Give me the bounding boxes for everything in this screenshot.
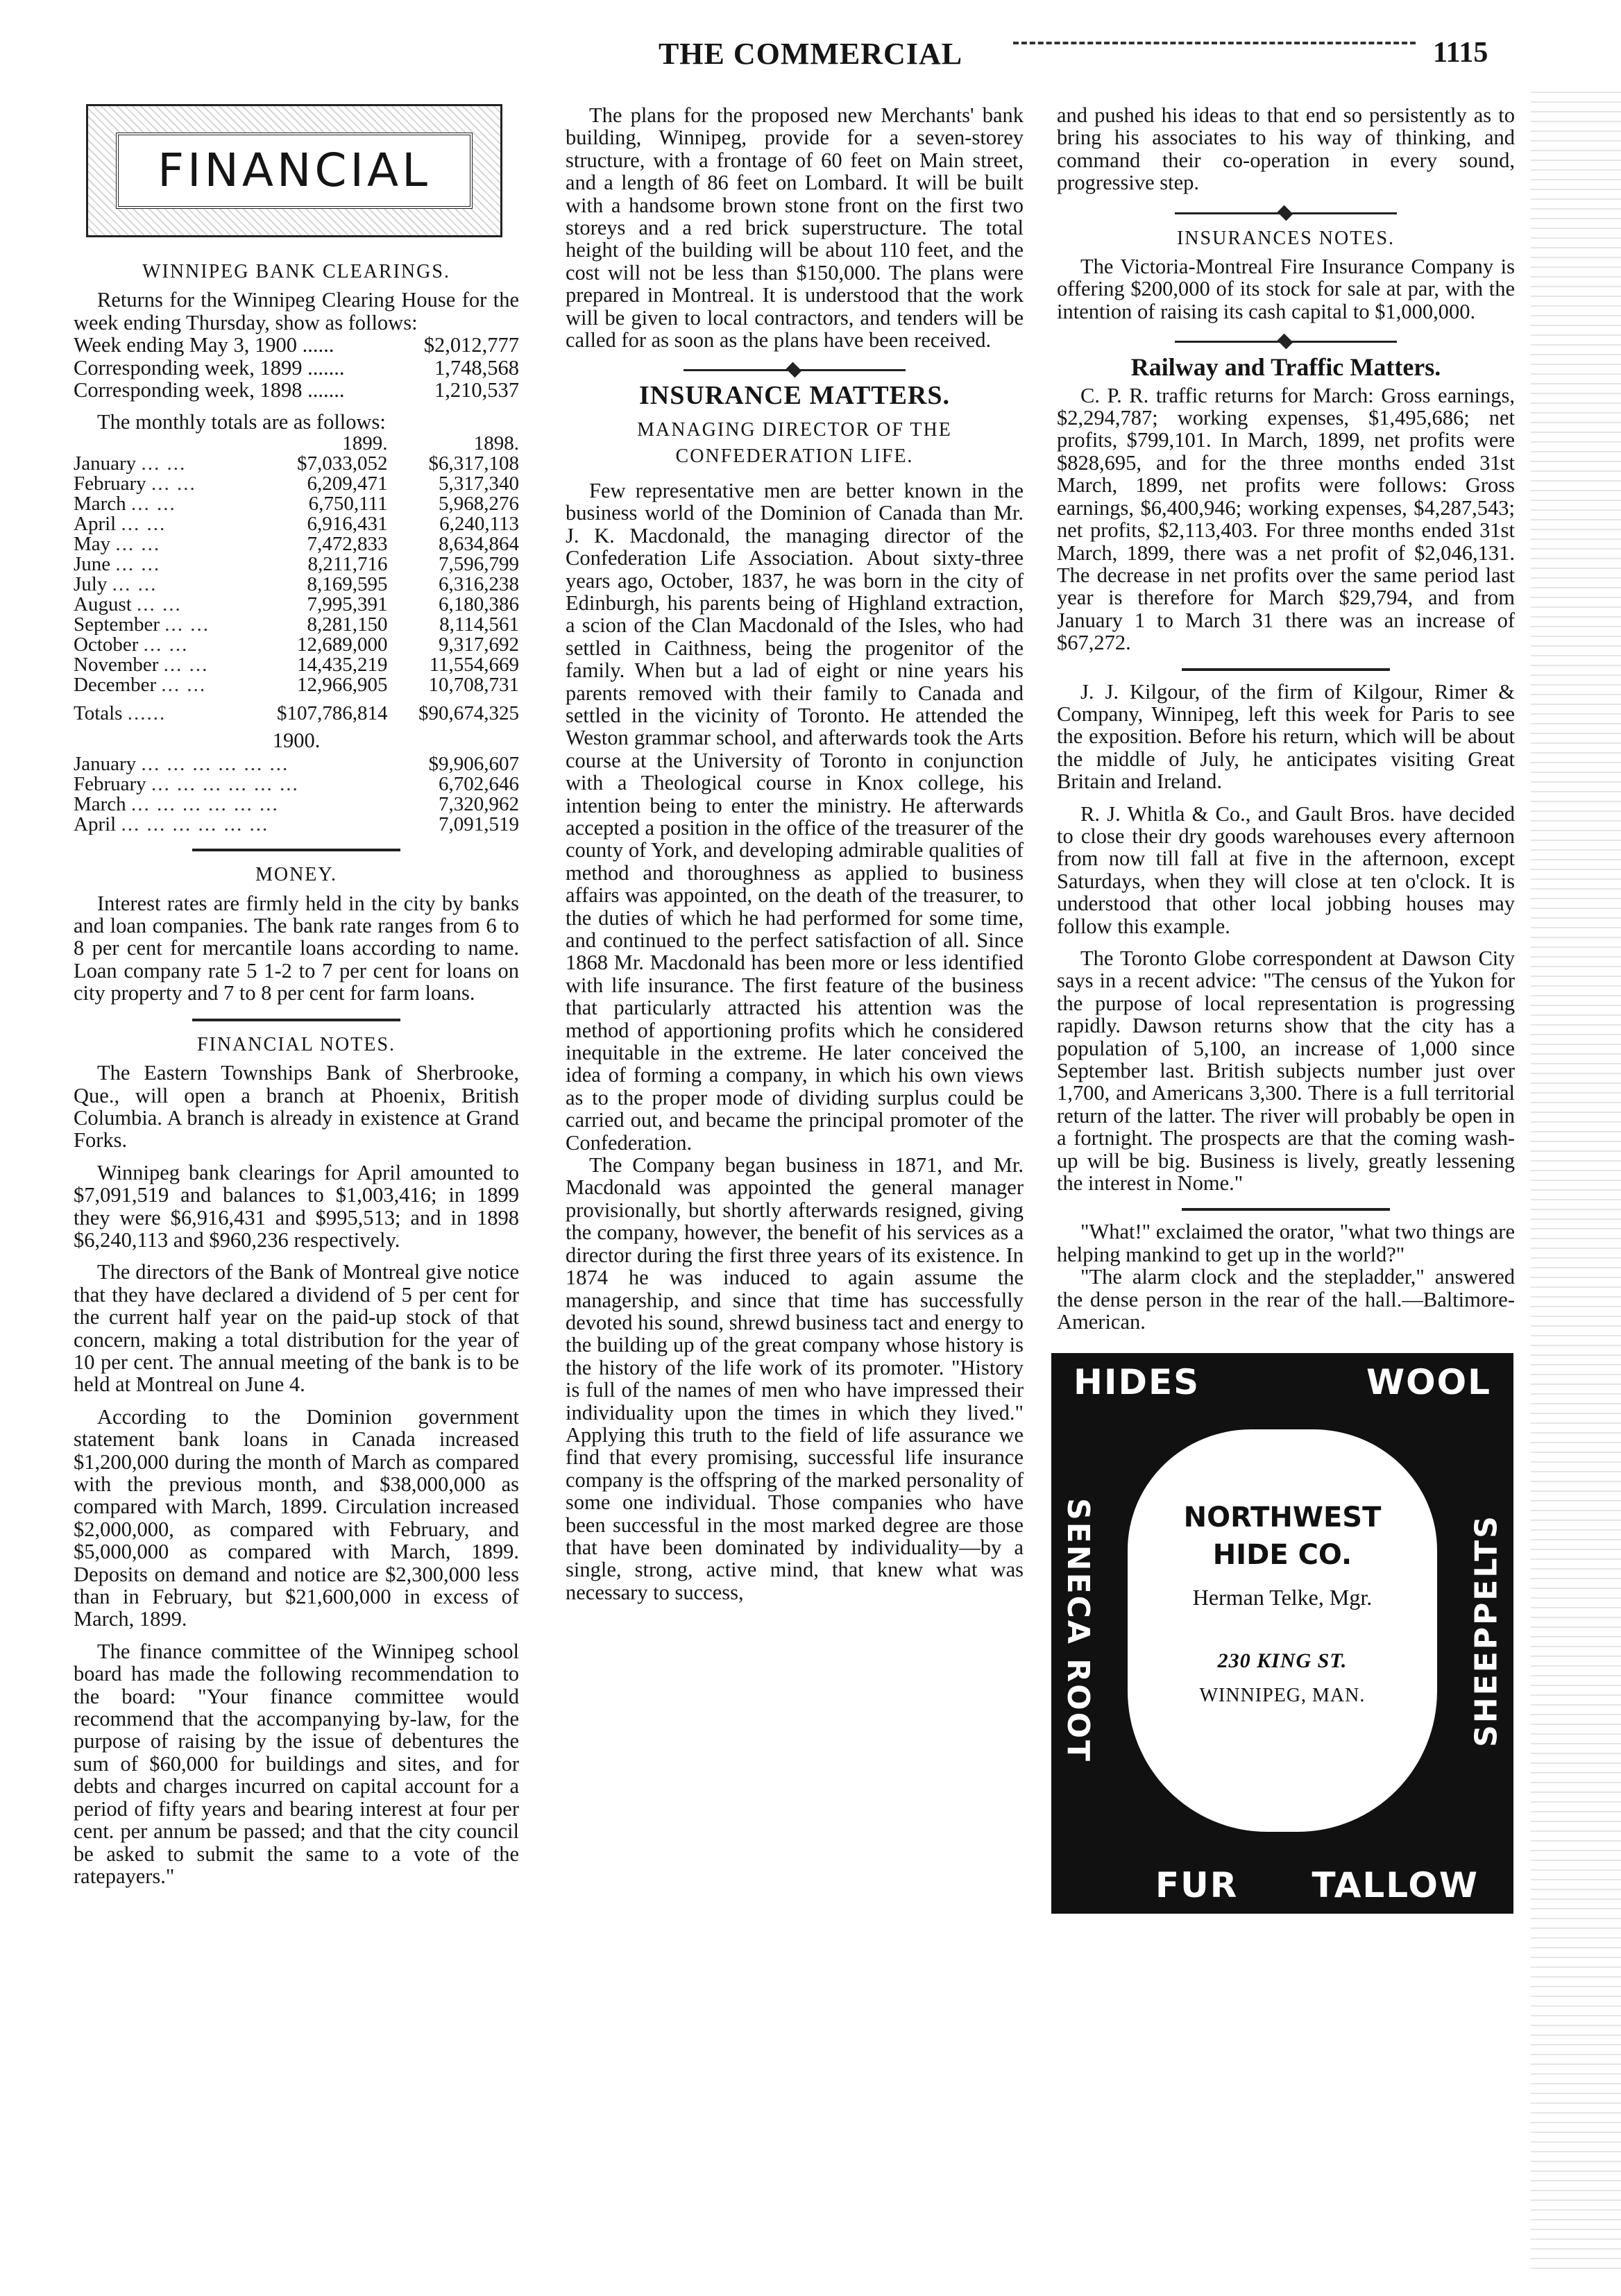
month-label: March [74,492,126,515]
leader-dots: ... ... [137,593,182,615]
financial-note: The finance committee of the Winnipeg school board has made the following recommendation to the board: "Your finance committee would recommend that the accompanying by-law, for the purpose of raising by the issue of debentures the sum of $60,000 for buildings and sites, and for debts and charges incurred on capital account for a period of fifty years and bearing interest at four per cent. per annum be passed; and that the city council be asked to submit the same to a vote of the ratepayers." [74,1639,519,1888]
financial-note: According to the Dominion government statement bank loans in Canada increased $1,200,000 during the month of March as compared with the previous month, and $38,000,000 as compared with March, 1899. Circulation increased $2,000,000, as compared with February, and $5,000,000 as compared with March, 1899. Deposits on demand and notice are $2,300,000 less than in February, but $21,600,000 in excess of March, 1899. [74,1404,519,1631]
masthead [0,36,1621,85]
month-value-1900: $9,906,607 [428,753,519,776]
month-1900-row [74,794,519,815]
leader-dots: ... ... ... ... ... ... [130,793,279,816]
leader-dots: ... ... [115,552,161,575]
joke-line: "The alarm clock and the stepladder," answered the dense person in the rear of the hall.—Baltimore-American. [1057,1265,1515,1334]
month-value-1900: 7,091,519 [439,813,519,836]
month-value-1899: 8,169,595 [307,572,388,595]
week-value: $2,012,777 [423,333,519,357]
month-row [74,655,519,675]
month-value-1899: 8,211,716 [307,552,388,575]
month-value-1900: 6,702,646 [439,773,519,796]
month-label: June [74,552,111,575]
table-header-row [74,434,519,454]
month-label: February [74,472,146,495]
financial-banner-frame [116,133,473,209]
section-rule [1182,668,1390,671]
news-item: J. J. Kilgour, of the firm of Kilgour, Rimer & Company, Winnipeg, left this week for Paris to see the exposition. Before his return, which will be about the middle of July, he anticipates visiting Great Britain and Ireland. [1057,679,1515,794]
ad-corner-hides: HIDES [1073,1361,1200,1402]
totals-1899: $107,786,814 [276,701,388,724]
month-value-1898: 9,317,692 [439,633,519,656]
week-label: Corresponding week, 1898 ....... [74,378,345,402]
year-1900-heading: 1900. [272,728,321,752]
month-value-1898: 8,114,561 [439,613,519,636]
leader-dots: ... ... [164,613,210,636]
week-label: Corresponding week, 1899 ....... [74,355,345,380]
month-row [74,534,519,554]
section-rule [192,849,400,851]
month-value-1898: 11,554,669 [429,653,519,676]
month-value-1898: 6,240,113 [439,512,519,535]
bank-building-article: The plans for the proposed new Merchants' bank building, Winnipeg, provide for a seven-storey structure, with a frontage of 60 feet on Main street, and a length of 86 feet on Lombard. It will be built with a handsome brown stone front on the first two storeys and a red brick superstructure. The total height of the building will be about 110 feet, and the cost will not be less than $150,000. The plans were prepared in Montreal. It is understood that the work will be given to local contractors, and tenders will be called for as soon as the plans have been received. [566,103,1024,352]
financial-note: Winnipeg bank clearings for April amounted to $7,091,519 and balances to $1,003,416; in 1899 they were $6,916,431 and $995,513; and in 1898 $6,240,113 and $960,236 respectively. [74,1160,519,1252]
railway-heading: Railway and Traffic Matters. [1130,353,1441,382]
monthly-rows [74,454,519,695]
monthly-intro: The monthly totals are as follows: [97,410,386,434]
monthly-totals-table [74,434,519,724]
month-row [74,474,519,494]
leader-dots: ... ... [130,492,176,515]
leader-dots: ... ... [151,472,196,495]
section-rule [1182,1208,1390,1211]
month-1900-row [74,774,519,794]
northwest-hide-advertisement [1051,1353,1513,1914]
monthly-1900-table [74,754,519,835]
leader-dots: ... ... ... ... ... ... [141,753,289,776]
leader-dots: ... ... [141,452,187,475]
insurances-notes-heading: INSURANCES NOTES. [1176,227,1395,249]
week-label: Week ending May 3, 1900 ...... [74,333,334,357]
month-row [74,514,519,534]
ad-company-name-2: HIDE CO. [1212,1538,1352,1571]
month-value-1898: $6,317,108 [428,452,519,475]
column-3 [1057,104,1515,1914]
month-1900-row [74,754,519,774]
month-label: January [74,452,137,475]
ad-side-seneca-root: SENECA ROOT [1060,1497,1096,1763]
month-value-1899: 6,750,111 [308,492,388,515]
month-value-1898: 7,596,799 [439,552,519,575]
week-row [74,357,519,379]
leader-dots: ... ... [121,512,167,535]
month-value-1898: 6,180,386 [439,593,519,615]
month-value-1898: 5,317,340 [439,472,519,495]
week-row [74,334,519,356]
leader-dots: ... ... ... ... ... ... [121,813,269,836]
insurances-note: The Victoria-Montreal Fire Insurance Company is offering $200,000 of its stock for sale at par, with the intention of raising its cash capital to $1,000,000. [1057,255,1515,323]
ad-corner-wool: WOOL [1366,1361,1491,1402]
section-rule [192,1019,400,1021]
column-1 [74,104,519,1887]
newspaper-title: THE COMMERCIAL [658,37,963,71]
page-number: 1115 [1433,37,1488,69]
insurance-matters-heading: INSURANCE MATTERS. [638,381,951,411]
news-item: The Toronto Globe correspondent at Dawson City says in a recent advice: "The census of the Yukon for the purpose of local representation is progressing rapidly. Dawson returns show that the city has a population of 5,100, an increase of 1,000 since September last. British subjects number just over 1,700, and Americans 3,300. There is a full territorial return of the latter. The river will probably be open in a fortnight. The prospects are that the coming wash-up will be big. Business is lively, greatly lessening the interest in Nome." [1057,946,1515,1196]
clearings-intro: Returns for the Winnipeg Clearing House for the week ending Thursday, show as follows: [74,288,519,334]
month-row [74,635,519,655]
totals-label: Totals [74,701,123,724]
month-value-1900: 7,320,962 [439,793,519,816]
column-2 [566,104,1024,1604]
insurance-article-paragraph: The Company began business in 1871, and Mr. Macdonald was appointed the general manager provisionally, but shortly afterwards resigned, giving the company, however, the benefit of his services as a director during the first three years of its existence. In 1874 he was induced to again assume the managership, and since that time has successfully devoted his sound, shrewd business tact and energy to the building up of the great company whose history is the history of the life work of its promoter. "History is full of the names of men who have impressed their individuality upon the times in which they lived." Applying this truth to the field of life assurance we find that every promising, successful life insurance company is the offspring of the marked personality of some one individual. Those companies who have been successful in the most marked degree are those that have been dominated by individuality—by a single, strong, active mind, that knew what was necessary to success, [566,1153,1024,1604]
month-label: July [74,572,108,595]
insurance-subheading: MANAGING DIRECTOR OF THE CONFEDERATION LIFE. [637,418,952,467]
month-value-1898: 5,968,276 [439,492,519,515]
ad-corner-fur: FUR [1155,1865,1239,1906]
month-label: October [74,633,139,656]
financial-banner-title: FINANCIAL [158,143,431,197]
month-value-1899: 7,472,833 [307,532,388,555]
week-row [74,379,519,401]
ad-company-name-1: NORTHWEST [1183,1501,1382,1533]
month-label: April [74,512,117,535]
month-row [74,494,519,514]
totals-1898: $90,674,325 [418,701,519,724]
month-row [74,615,519,635]
month-row [74,595,519,615]
insurance-article-continuation: and pushed his ideas to that end so persistently as to bring his associates to his way of thinking, and command their co-operation in every sound, progressive step. [1057,103,1515,195]
ornamental-rule [684,368,906,372]
month-row [74,575,519,595]
financial-notes-heading: FINANCIAL NOTES. [196,1033,396,1055]
week-value: 1,210,537 [434,378,519,402]
month-label: November [74,653,159,676]
ad-center-block [1128,1499,1437,1708]
month-label: December [74,673,157,696]
ad-manager: Herman Telke, Mgr. [1192,1584,1373,1610]
month-value-1899: $7,033,052 [296,452,388,475]
leader-dots: ... ... [143,633,189,656]
insurance-article-paragraph: Few representative men are better known in the business world of the Dominion of Canada than Mr. J. K. Macdonald, the managing director of the Confederation Life Association. About sixty-three years ago, October, 1837, he was born in the city of Edinburgh, his parents being of Highland extraction, a scion of the Clan Macdonald of the Isles, who had settled in Caithness, being the progenitor of the family. When but a lad of eight or nine years his parents removed with their family to Canada and settled in the vicinity of Toronto. He attended the Weston grammar school, and afterwards took the Arts course at the University of Toronto in conjunction with a Theological course in Knox college, his intention being to enter the ministry. He afterwards accepted a position in the office of the treasurer of the county of York, and developing admirable qualities of method and thoroughness as applied to business affairs was appointed, on the death of the treasurer, to the duties of which he had performed for some time, and continued to the perfect satisfaction of all. Since 1868 Mr. Macdonald has been more or less identified with life insurance. The first feature of the business that particularly attracted his attention was the method of apportioning profits which he considered inequitable in the extreme. He later conceived the idea of forming a company, in which his own views as to the proper mode of dividing surplus could be carried out, and became the principal promoter of the Confederation. [566,478,1024,1155]
leader-dots: ... ... [115,532,161,555]
month-label: September [74,613,160,636]
month-value-1898: 10,708,731 [428,673,519,696]
scan-edge-noise [1531,83,1621,2269]
ad-side-sheeppelts: SHEEPPELTS [1468,1513,1504,1747]
leader-dots: ... ... [163,653,209,676]
month-label: May [74,532,111,555]
news-item: R. J. Whitla & Co., and Gault Bros. have decided to close their dry goods warehouses every afternoon from now till fall at five in the afternoon, except Saturdays, when they will close at ten o'clock. It is understood that other local jobbing houses may follow this example. [1057,801,1515,938]
month-value-1899: 14,435,219 [296,653,388,676]
month-label: March [74,793,126,816]
financial-note: The directors of the Bank of Montreal give notice that they have declared a dividend of 5 per cent for the current half year on the paid-up stock of that concern, making a total distribution for the year of 10 per cent. The annual meeting of the bank is to be held at Montreal on June 4. [74,1260,519,1397]
month-value-1899: 8,281,150 [307,613,388,636]
month-label: January [74,753,137,776]
totals-row: Totals ...... $107,786,814 $90,674,325 [74,695,519,724]
money-text: Interest rates are firmly held in the city by banks and loan companies. The bank rate ranges from 6 to 8 per cent for mercantile loans according to name. Loan company rate 5 1-2 to 7 per cent for loans on city property and 7 to 8 per cent for farm loans. [74,891,519,1005]
month-row [74,554,519,575]
railway-text: C. P. R. traffic returns for March: Gross earnings, $2,294,787; working expenses, $1,495,686; net profits, $799,101. In March, 1899, net profits were $828,695, and for the three months ended 31st March, 1899, net profits were follows: Gross earnings, $6,400,946; working expenses, $4,287,543; net profits, $2,113,403. For three months ended 31st March, 1899, there was a net profit of $2,046,131. The decrease in net profits over the same period last year is therefore for March $29,794, and from January 1 to March 31 there was an increase of $67,272. [1057,383,1515,655]
ad-address: 230 KING ST. [1217,1649,1348,1672]
month-value-1899: 6,209,471 [307,472,388,495]
leader-dots: ... ... [112,572,158,595]
money-heading: MONEY. [255,864,338,886]
month-label: April [74,813,117,836]
month-value-1899: 12,966,905 [296,673,388,696]
monthly-1900-rows [74,754,519,835]
month-label: August [74,593,132,615]
month-value-1898: 6,316,238 [439,572,519,595]
weekly-clearings [74,334,519,401]
month-value-1899: 6,916,431 [307,512,388,535]
month-row [74,454,519,474]
column-header-1898: 1898. [473,432,519,454]
ornamental-rule [1175,211,1397,215]
column-header-1899: 1899. [342,432,388,454]
month-label: February [74,773,146,796]
joke-line: "What!" exclaimed the orator, "what two things are helping mankind to get up in the world?" [1057,1220,1515,1266]
month-value-1899: 12,689,000 [296,633,388,656]
leader-dots: ... ... [161,673,207,696]
month-row [74,675,519,695]
ad-corner-tallow: TALLOW [1312,1865,1479,1906]
month-value-1898: 8,634,864 [439,532,519,555]
ornamental-rule [1175,339,1397,343]
clearings-heading: WINNIPEG BANK CLEARINGS. [142,261,450,282]
ad-city: WINNIPEG, MAN. [1199,1685,1366,1707]
month-value-1899: 7,995,391 [307,593,388,615]
leader-dots: ... ... ... ... ... ... [151,773,299,796]
month-1900-row [74,815,519,835]
financial-banner [86,104,502,237]
week-value: 1,748,568 [434,355,519,380]
financial-note: The Eastern Townships Bank of Sherbrooke, Que., will open a branch at Phoenix, British Columbia. A branch is already in existence at Grand Forks. [74,1061,519,1153]
